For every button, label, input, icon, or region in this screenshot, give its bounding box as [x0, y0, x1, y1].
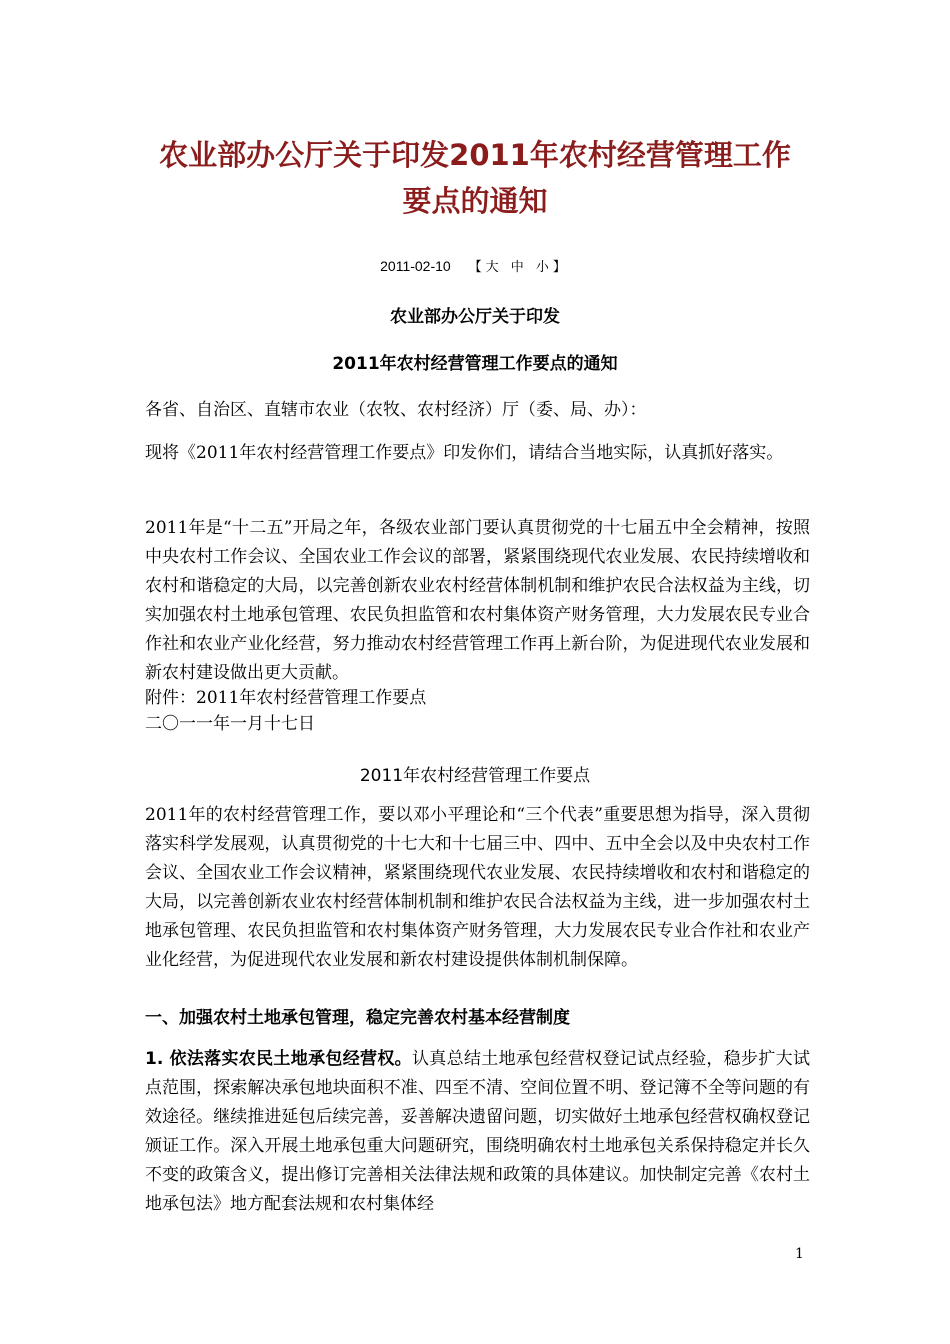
publish-date: 2011-02-10: [380, 258, 451, 274]
item1-lead: 1. 依法落实农民土地承包经营权。: [145, 1049, 412, 1069]
subhead-line1: 农业部办公厅关于印发: [390, 307, 560, 327]
attachment-title: 2011年农村经营管理工作要点: [359, 766, 591, 786]
section1-heading: 一、加强农村土地承包管理，稳定完善农村基本经营制度: [145, 1008, 570, 1028]
item1-text: 认真总结土地承包经营权登记试点经验，稳步扩大试点范围，探索解决承包地块面积不准、四至不清、空间位置不明、登记簿不全等问题的有效途径。继续推进延包后续完善，妥善解决遗留问题，切实做好土地承包经营权确权登记颁证工作。深入开展土地承包重大问题研究，围绕明确农村土地承包关系保持稳定并长久不变的政策含义，提出修订完善相关法律法规和政策的具体建议。加快制定完善《农村土地承包法》地方配套法规和农村集体经: [145, 1049, 810, 1214]
body-paragraph: 2011年是“十二五”开局之年，各级农业部门要认真贯彻党的十七届五中全会精神，按照中央农村工作会议、全国农业工作会议的部署，紧紧围绕现代农业发展、农民持续增收和农村和谐稳定的大局，以完善创新农业农村经营体制机制和维护农民合法权益为主线，切实加强农村土地承包管理、农民负担监管和农村集体资产财务管理，大力发展农民专业合作社和农业产业化经营，努力推动农村经营管理工作再上新台阶，为促进现代农业发展和新农村建设做出更大贡献。: [145, 518, 810, 683]
salutation: 各省、自治区、直辖市农业（农牧、农村经济）厅（委、局、办）：: [145, 400, 647, 420]
intro-paragraph: 现将《2011年农村经营管理工作要点》印发你们，请结合当地实际，认真抓好落实。: [145, 443, 784, 463]
attachment-line: 附件：2011年农村经营管理工作要点: [145, 688, 427, 708]
document-title-line1: 农业部办公厅关于印发2011年农村经营管理工作: [159, 138, 791, 172]
attachment-paragraph: 2011年的农村经营管理工作，要以邓小平理论和“三个代表”重要思想为指导，深入贯彻落实科学发展观，认真贯彻党的十七大和十七届三中、四中、五中全会以及中央农村工作会议、全国农业工作会议精神，紧紧围绕现代农业发展、农民持续增收和农村和谐稳定的大局，以完善创新农业农村经营体制机制和维护农民合法权益为主线，进一步加强农村土地承包管理、农民负担监管和农村集体资产财务管理，大力发展农民专业合作社和农业产业化经营，为促进现代农业发展和新农村建设提供体制机制保障。: [145, 805, 810, 970]
item1-paragraph: [145, 1045, 810, 1219]
sign-date: 二〇一一年一月十七日: [145, 714, 315, 734]
meta-line: [100, 256, 850, 275]
document-title-line2: 要点的通知: [402, 184, 548, 218]
subhead-line2: 2011年农村经营管理工作要点的通知: [332, 354, 618, 374]
page-number: 1: [795, 1246, 804, 1262]
font-size-controls[interactable]: 【大 中 小】: [468, 260, 570, 275]
